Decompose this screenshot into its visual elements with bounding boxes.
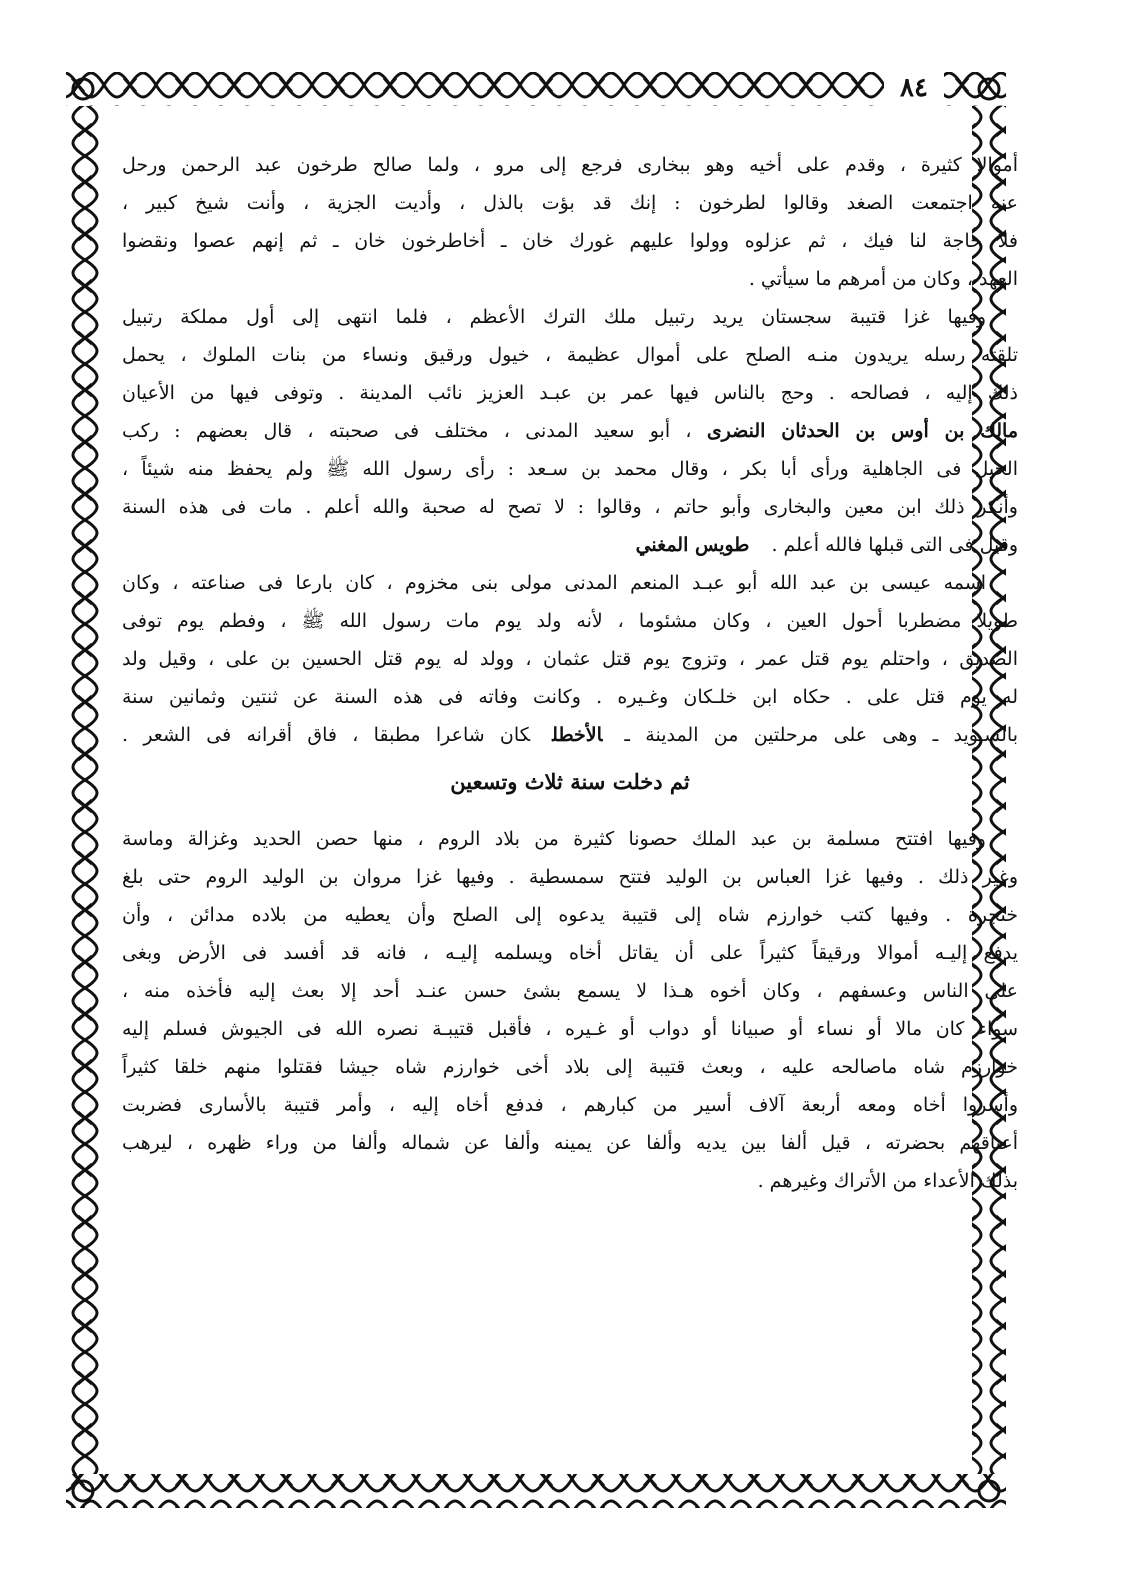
- text-line: [122, 412, 1018, 450]
- text-line: له يوم قتل على . حكاه ابن خلـكان وغـيره . وكانت وفاته فى هذه السنة عن ثنتين وثمانين سنة: [122, 686, 1018, 708]
- text-line: أموالا كثيرة ، وقدم على أخيه وهو ببخارى فرجع إلى مرو ، ولما صالح طرخون عبد الرحمن ورحل: [122, 154, 1018, 176]
- text-span: وقيل فى التى قبلها فالله أعلم .: [771, 534, 1018, 556]
- text-line: الصديق ، واحتلم يوم قتل عمر ، وتزوج يوم قتل عثمان ، وولد له يوم قتل الحسين بن على ، وقيل ولد: [122, 648, 1018, 670]
- text-line: عنه اجتمعت الصغد وقالوا لطرخون : إنك قد بؤت بالذل ، وأديت الجزية ، وأنت شيخ كبير ،: [122, 192, 1018, 214]
- text-line: بذلك الأعداء من الأتراك وغيرهم .: [757, 1170, 1018, 1192]
- year-heading: ثم دخلت سنة ثلاث وتسعين: [450, 769, 690, 794]
- text-line: ذلك إليه ، فصالحه . وحج بالناس فيها عمر بن عبـد العزيز نائب المدينة . وتوفى فيها من الأعيان: [122, 382, 1018, 404]
- text-line: [122, 716, 1018, 754]
- text-span: بالسـويد ـ وهى على مرحلتين من المدينة ـ: [624, 724, 1018, 746]
- text-line: طويلا مضطربا أحول العين ، وكان مشئوما ، لأنه ولد يوم مات رسول الله ﷺ ، وفطم يوم توفى: [122, 610, 1018, 632]
- text-span: ، أبو سعيد المدنى ، مختلف فى صحبته ، قال بعضهم : ركب: [122, 420, 692, 442]
- text-line: وفيها افتتح مسلمة بن عبد الملك حصونا كثيرة من بلاد الروم ، منها حصن الحديد وغزالة وماسة: [122, 828, 986, 850]
- text-line: خنجرة . وفيها كتب خوارزم شاه إلى قتيبة يدعوه إلى الصلح وأن يعطيه من بلاده مدائن ، وأن: [122, 904, 1018, 926]
- text-line: العهد ، وكان من أمرهم ما سيأتي .: [748, 268, 1018, 290]
- page-body: [122, 146, 1018, 1476]
- text-line: يدفع إليـه أموالا ورقيقاً كثيراً على أن يقاتل أخاه ويسلمه إليـه ، فانه قد أفسد فى الأرض وبغى: [122, 942, 1018, 964]
- person-name: مالك بن أوس بن الحدثان النضرى: [706, 420, 1018, 442]
- text-line: وأسروا أخاه ومعه أربعة آلاف أسير من كبارهم ، فدفع أخاه إليه ، وأمر قتيبة بالأسارى فضربت: [122, 1094, 1018, 1116]
- text-line: سواء كان مالا أو نساء أو صبيانا أو دواب أو غـيره ، فأقبل قتيبـة نصره الله فى الجيوش فسلم إليه: [122, 1018, 1018, 1040]
- text-line: وغير ذلك . وفيها غزا العباس بن الوليد فتتح سمسطية . وفيها غزا مروان بن الوليد الروم حتى بلغ: [122, 866, 1018, 888]
- section-heading: طويس المغني: [635, 534, 750, 556]
- text-line: وفيها غزا قتيبة سجستان يريد رتبيل ملك الترك الأعظم ، فلما انتهى إلى أول مملكة رتبيل: [122, 306, 986, 328]
- text-line: تلقته رسله يريدون منـه الصلح على أموال عظيمة ، خيول ورقيق ونساء من بنات الملوك ، يحمل: [122, 344, 1018, 366]
- section-heading: الأخطل: [552, 724, 603, 746]
- page-number: ٨٤: [884, 68, 944, 108]
- text-line: أعناقهم بحضرته ، قيل ألفا بين يديه وألفا عن يمينه وألفا عن شماله وألفا من وراء ظهره ، ليرهب: [122, 1132, 1018, 1154]
- text-line: [122, 526, 1018, 564]
- text-line: على الناس وعسفهم ، وكان أخوه هـذا لا يسمع بشئ حسن عنـد أحد إلا بعث إليه فأخذه منه ،: [122, 980, 1018, 1002]
- text-line: الخيل فى الجاهلية ورأى أبا بكر ، وقال محمد بن سـعد : رأى رسول الله ﷺ ولم يحفظ منه شيئاً ،: [122, 458, 1018, 480]
- text-line: اسمه عيسى بن عبد الله أبو عبـد المنعم المدنى مولى بنى مخزوم ، كان بارعا فى صناعته ، وكان: [122, 572, 986, 594]
- text-line: فلا حاجة لنا فيك ، ثم عزلوه وولوا عليهم غورك خان ـ أخاطرخون خان ـ ثم إنهم عصوا ونقضوا: [122, 230, 1018, 252]
- text-line: وأنكر ذلك ابن معين والبخارى وأبو حاتم ، وقالوا : لا تصح له صحبة والله أعلم . مات فى هذه السنة: [122, 496, 1018, 518]
- text-line: خوارزم شاه ماصالحه عليه ، وبعث قتيبة إلى بلاد أخى خوارزم شاه جيشا فقتلوا منهم خلقا كثيراً: [122, 1056, 1018, 1078]
- text-span: كان شاعرا مطبقا ، فاق أقرانه فى الشعر .: [122, 724, 531, 746]
